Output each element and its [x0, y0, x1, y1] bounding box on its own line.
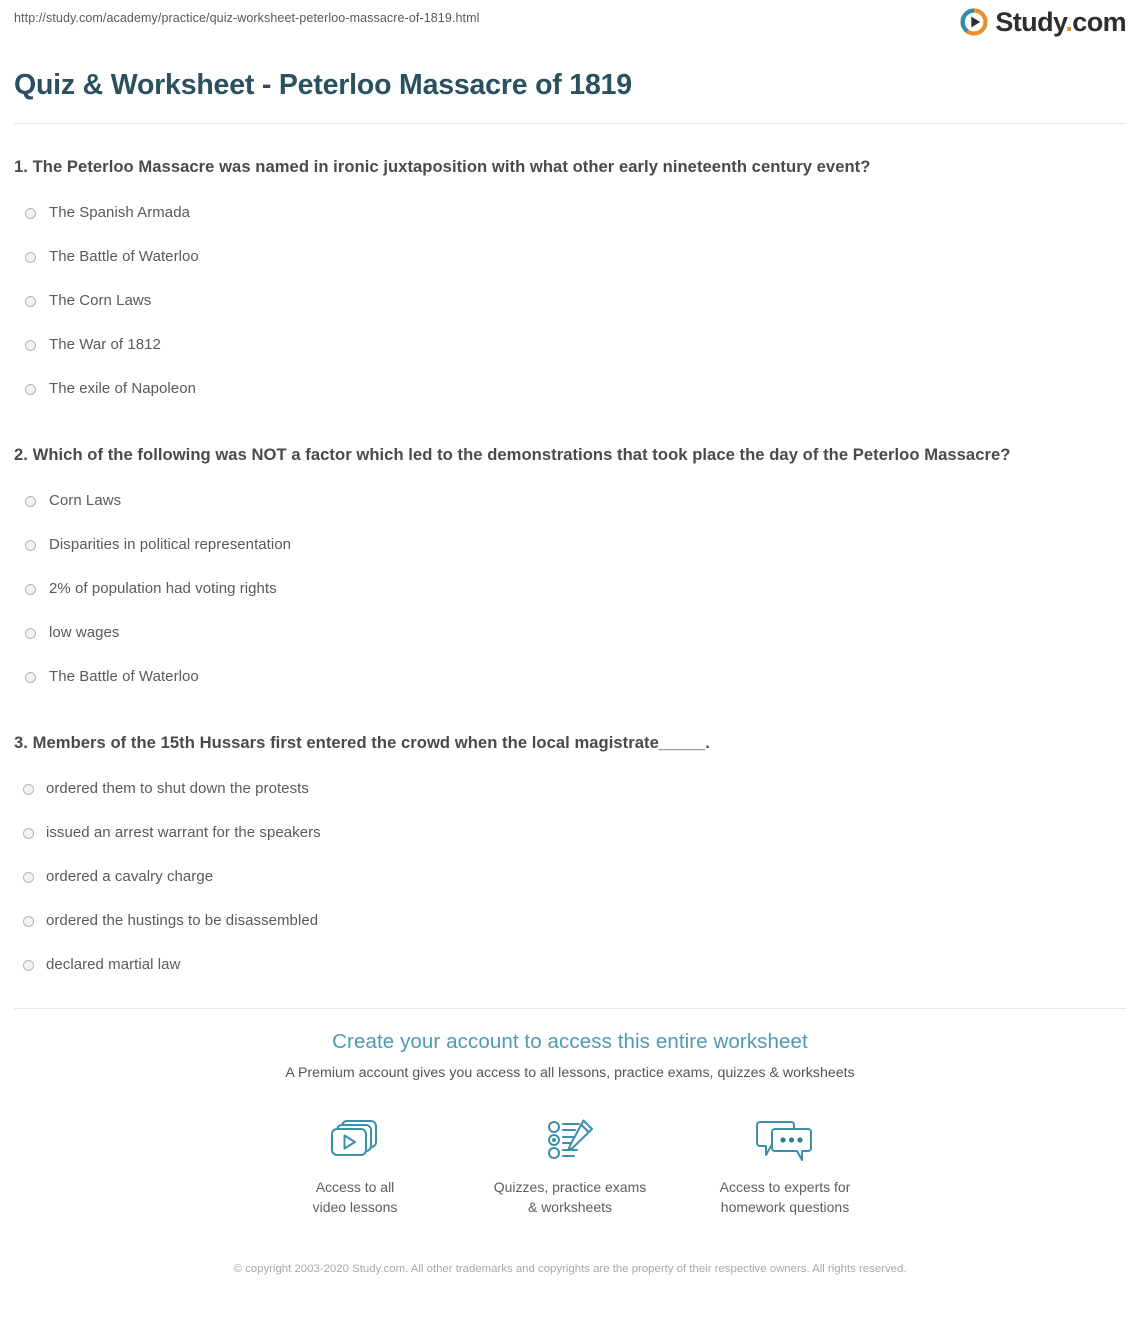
logo-word-study: Study: [995, 7, 1066, 37]
answer-option-label: The Corn Laws: [49, 292, 152, 309]
question-text: [14, 729, 1126, 757]
radio-button-icon[interactable]: [25, 584, 36, 595]
page-header: [0, 0, 1140, 56]
radio-button-icon[interactable]: [25, 628, 36, 639]
header-divider: [14, 123, 1126, 124]
answer-option-label: The Battle of Waterloo: [49, 248, 199, 265]
answer-option-label: 2% of population had voting rights: [49, 580, 277, 597]
question-number: 1.: [14, 157, 28, 176]
answer-option-label: ordered them to shut down the protests: [46, 780, 309, 797]
cta-feature: [248, 1111, 463, 1217]
answer-option[interactable]: [14, 523, 1126, 567]
answer-option-label: issued an arrest warrant for the speakers: [46, 824, 321, 841]
cta-feature-label-line1: Access to experts for: [719, 1179, 851, 1195]
copyright-notice: © copyright 2003-2020 Study.com. All other trademarks and copyrights are the property of their respective owners. All rights reserved.: [233, 1263, 907, 1275]
answer-option[interactable]: [14, 855, 1126, 899]
question-block: [14, 153, 1126, 411]
answer-option[interactable]: [14, 767, 1126, 811]
radio-button-icon[interactable]: [25, 496, 36, 507]
answer-option[interactable]: [14, 323, 1126, 367]
cta-heading[interactable]: Create your account to access this entire worksheet: [332, 1030, 808, 1053]
cta-feature-label-line2: video lessons: [312, 1199, 398, 1215]
question-prompt: Members of the 15th Hussars first entered the crowd when the local magistrate_____.: [32, 733, 710, 752]
answer-option[interactable]: [14, 611, 1126, 655]
radio-button-icon[interactable]: [25, 340, 36, 351]
radio-button-icon[interactable]: [25, 672, 36, 683]
cta-feature-list: [0, 1111, 1140, 1217]
radio-button-icon[interactable]: [23, 872, 34, 883]
answer-option-label: ordered a cavalry charge: [46, 868, 214, 885]
cta-feature-label-line1: Access to all: [315, 1179, 395, 1195]
answer-option[interactable]: [14, 899, 1126, 943]
logo-word-tld: com: [1072, 7, 1126, 37]
radio-button-icon[interactable]: [25, 384, 36, 395]
answer-option[interactable]: [14, 943, 1126, 987]
radio-button-icon[interactable]: [25, 540, 36, 551]
quiz-checklist-pencil-icon: [463, 1111, 678, 1169]
page-url: http://study.com/academy/practice/quiz-worksheet-peterloo-massacre-of-1819.html: [14, 11, 480, 25]
answer-option[interactable]: [14, 235, 1126, 279]
answer-option[interactable]: [14, 479, 1126, 523]
play-circle-icon: [960, 8, 988, 36]
answer-option[interactable]: [14, 367, 1126, 411]
radio-button-icon[interactable]: [23, 784, 34, 795]
answer-option[interactable]: [14, 811, 1126, 855]
cta-feature-label: [248, 1177, 463, 1217]
quiz-body: [0, 153, 1140, 987]
cta-feature: [678, 1111, 893, 1217]
question-number: 2.: [14, 445, 28, 464]
study-com-logo[interactable]: [960, 8, 1126, 36]
answer-option-label: ordered the hustings to be disassembled: [46, 912, 319, 929]
create-account-cta: [0, 1009, 1140, 1278]
answer-option-label: Corn Laws: [49, 492, 122, 509]
cta-feature-label-line1: Quizzes, practice exams: [493, 1179, 647, 1195]
question-text: [14, 153, 1126, 181]
answer-option-label: The Battle of Waterloo: [49, 668, 199, 685]
answer-option[interactable]: [14, 279, 1126, 323]
answer-options: [14, 767, 1126, 987]
logo-word-dot: .: [1065, 7, 1073, 37]
question-text: [14, 441, 1126, 469]
radio-button-icon[interactable]: [23, 828, 34, 839]
answer-option-label: The Spanish Armada: [49, 204, 190, 221]
question-prompt: The Peterloo Massacre was named in ironic juxtaposition with what other early nineteenth century event?: [32, 157, 871, 176]
answer-options: [14, 479, 1126, 699]
answer-option-label: declared martial law: [46, 956, 181, 973]
cta-subheading: A Premium account gives you access to all lessons, practice exams, quizzes & worksheets: [285, 1065, 855, 1081]
cta-feature-label: [463, 1177, 678, 1217]
answer-option[interactable]: [14, 567, 1126, 611]
answer-option-label: The War of 1812: [49, 336, 161, 353]
answer-option-label: low wages: [49, 624, 120, 641]
answer-option[interactable]: [14, 191, 1126, 235]
page-title: Quiz & Worksheet - Peterloo Massacre of 1819: [14, 69, 632, 101]
video-lessons-icon: [248, 1111, 463, 1169]
question-number: 3.: [14, 733, 28, 752]
answer-option-label: Disparities in political representation: [49, 536, 292, 553]
radio-button-icon[interactable]: [23, 916, 34, 927]
radio-button-icon[interactable]: [25, 208, 36, 219]
logo-wordmark: [995, 8, 1126, 36]
question-block: [14, 441, 1126, 699]
cta-feature-label: [678, 1177, 893, 1217]
chat-bubbles-icon: [678, 1111, 893, 1169]
answer-option-label: The exile of Napoleon: [49, 380, 196, 397]
answer-option[interactable]: [14, 655, 1126, 699]
cta-feature-label-line2: homework questions: [720, 1199, 850, 1215]
cta-feature: [463, 1111, 678, 1217]
question-block: [14, 729, 1126, 987]
question-prompt: Which of the following was NOT a factor which led to the demonstrations that took place the day of the Peterloo Massacre?: [32, 445, 1011, 464]
cta-feature-label-line2: & worksheets: [527, 1199, 613, 1215]
answer-options: [14, 191, 1126, 411]
radio-button-icon[interactable]: [25, 252, 36, 263]
radio-button-icon[interactable]: [23, 960, 34, 971]
radio-button-icon[interactable]: [25, 296, 36, 307]
